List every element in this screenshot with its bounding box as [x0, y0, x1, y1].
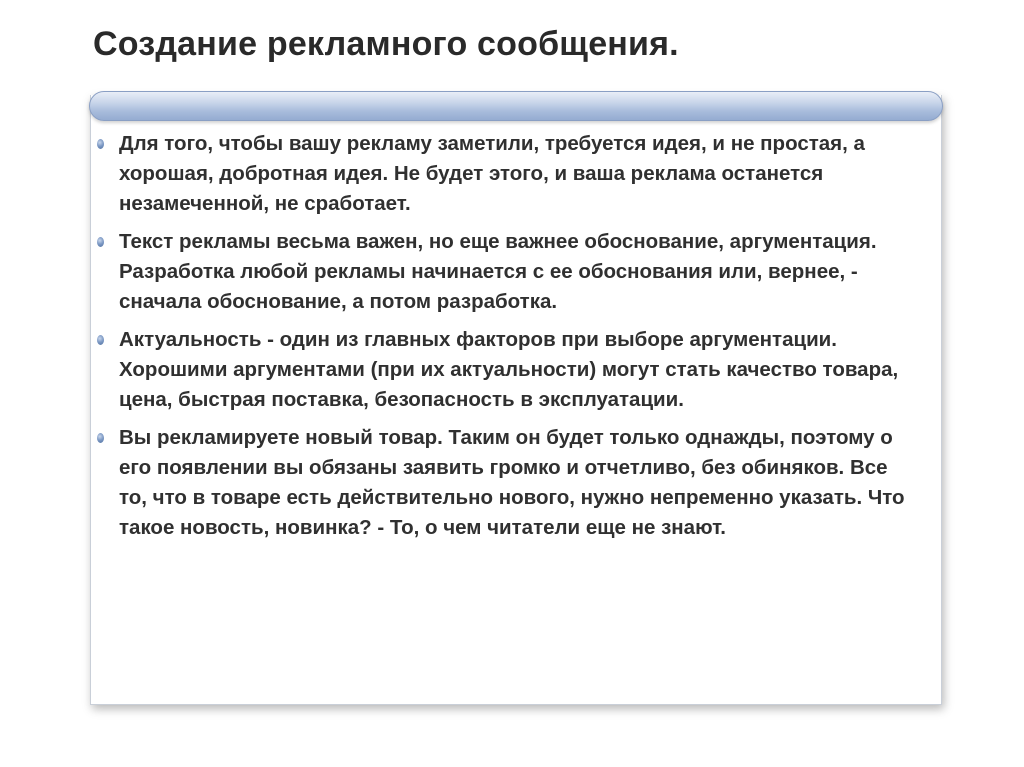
- bullet-item: [91, 423, 943, 543]
- slide-title: Создание рекламного сообщения.: [93, 25, 679, 63]
- bullet-list: [91, 129, 943, 551]
- bullet-text: Текст рекламы весьма важен, но еще важнее обоснование, аргументация. Разработка любой рекламы начинается с ее обоснования или, вернее, - сначала обоснование, а потом разработка.: [119, 230, 877, 313]
- bullet-item: [91, 325, 943, 415]
- bullet-text: Вы рекламируете новый товар. Таким он будет только однажды, поэтому о его появлении вы обязаны заявить громко и отчетливо, без обиняков. Все то, что в товаре есть действительно нового, нужно непременно указать. Что такое новость, новинка? - То, о чем читатели еще не знают.: [119, 426, 905, 539]
- sphere-bullet-icon: [97, 433, 104, 443]
- bullet-text: Актуальность - один из главных факторов при выборе аргументации. Хорошими аргументами (при их актуальности) могут стать качество товара, цена, быстрая поставка, безопасность в эксплуатации.: [119, 328, 899, 411]
- panel-header-band: [89, 91, 943, 121]
- sphere-bullet-icon: [97, 237, 104, 247]
- content-panel: [90, 95, 942, 705]
- sphere-bullet-icon: [97, 139, 104, 149]
- sphere-bullet-icon: [97, 335, 104, 345]
- bullet-text: Для того, чтобы вашу рекламу заметили, требуется идея, и не простая, а хорошая, добротная идея. Не будет этого, и ваша реклама останется незамеченной, не сработает.: [119, 132, 865, 215]
- bullet-item: [91, 227, 943, 317]
- bullet-item: [91, 129, 943, 219]
